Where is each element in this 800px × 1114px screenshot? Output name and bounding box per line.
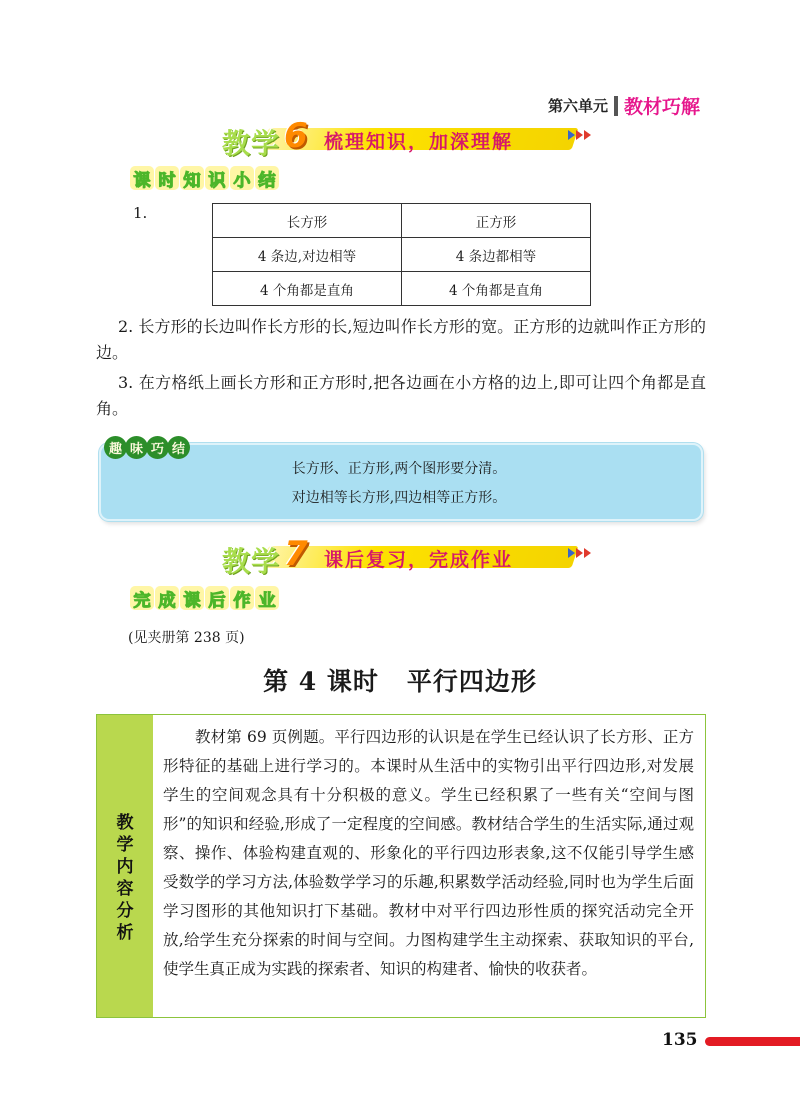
homework-badge: 完 成 课 后 作 业 <box>130 586 280 610</box>
step-7-banner <box>220 534 600 578</box>
step-number: 6 <box>284 116 308 156</box>
page-number: 135 <box>662 1030 698 1050</box>
summary-badge: 课 时 知 识 小 结 <box>130 166 280 190</box>
step-6-banner <box>220 116 600 160</box>
table-header-row <box>213 204 591 238</box>
lesson-title <box>0 662 800 698</box>
analysis-side-label: 教 学 内 容 分 析 <box>116 813 134 943</box>
lesson-name: 平行四边形 <box>406 667 537 696</box>
item-3-text: 3. 在方格纸上画长方形和正方形时,把各边画在小方格的边上,即可让四个角都是直角。 <box>96 373 706 418</box>
fun-line-2: 对边相等长方形,四边相等正方形。 <box>291 490 507 506</box>
table-row <box>213 272 591 306</box>
comparison-table <box>212 203 591 306</box>
step-number: 7 <box>284 534 308 574</box>
section-title: 教材巧解 <box>623 96 700 118</box>
table-row <box>213 238 591 272</box>
item-1-number: 1. <box>133 204 148 222</box>
lesson-number: 第 4 课时 <box>263 667 379 696</box>
fun-summary-badge: 趣 味 巧 结 <box>104 436 188 459</box>
step-title: 梳理知识，加深理解 <box>324 131 514 153</box>
homework-note: (见夹册第 238 页) <box>128 630 245 646</box>
table-header: 正方形 <box>402 204 591 238</box>
header-divider <box>614 96 618 116</box>
unit-label: 第六单元 <box>547 97 608 115</box>
table-cell: 4 个角都是直角 <box>402 272 591 306</box>
analysis-body: 教材第 69 页例题。平行四边形的认识是在学生已经认识了长方形、正方形特征的基础上进行学习的。本课时从生活中的实物引出平行四边形,对发展学生的空间观念具有十分积极的意义。学生已经积累了一些有关“空间与图形”的知识和经验,形成了一定程度的空间感。教材结合学生的生活实际,通过观察、操作、体验构建直观的、形象化的平行四边形表象,这不仅能引导学生感受数学的学习方法,体验数学学习的乐趣,积累数学活动经验,同时也为学生后面学习图形的其他知识打下基础。教材中对平行四边形性质的探究活动完全开放,给学生充分探索的时间与空间。力图构建学生主动探索、获取知识的平台,使学生真正成为实践的探索者、知识的构建者、愉快的收获者。 <box>163 728 694 978</box>
arrows-icon <box>568 548 591 558</box>
arrows-icon <box>568 130 591 140</box>
table-cell: 4 条边,对边相等 <box>213 238 402 272</box>
step-word: 教学 <box>222 545 281 578</box>
item-2-text: 2. 长方形的长边叫作长方形的长,短边叫作长方形的宽。正方形的边就叫作正方形的边。 <box>96 317 706 362</box>
table-header: 长方形 <box>213 204 402 238</box>
step-title: 课后复习，完成作业 <box>324 549 514 571</box>
step-word: 教学 <box>222 127 281 160</box>
table-cell: 4 个角都是直角 <box>213 272 402 306</box>
page-header <box>548 92 700 119</box>
fun-line-1: 长方形、正方形,两个图形要分清。 <box>291 461 507 477</box>
page-bar <box>705 1037 800 1046</box>
fun-summary-box <box>99 443 703 521</box>
table-cell: 4 条边都相等 <box>402 238 591 272</box>
